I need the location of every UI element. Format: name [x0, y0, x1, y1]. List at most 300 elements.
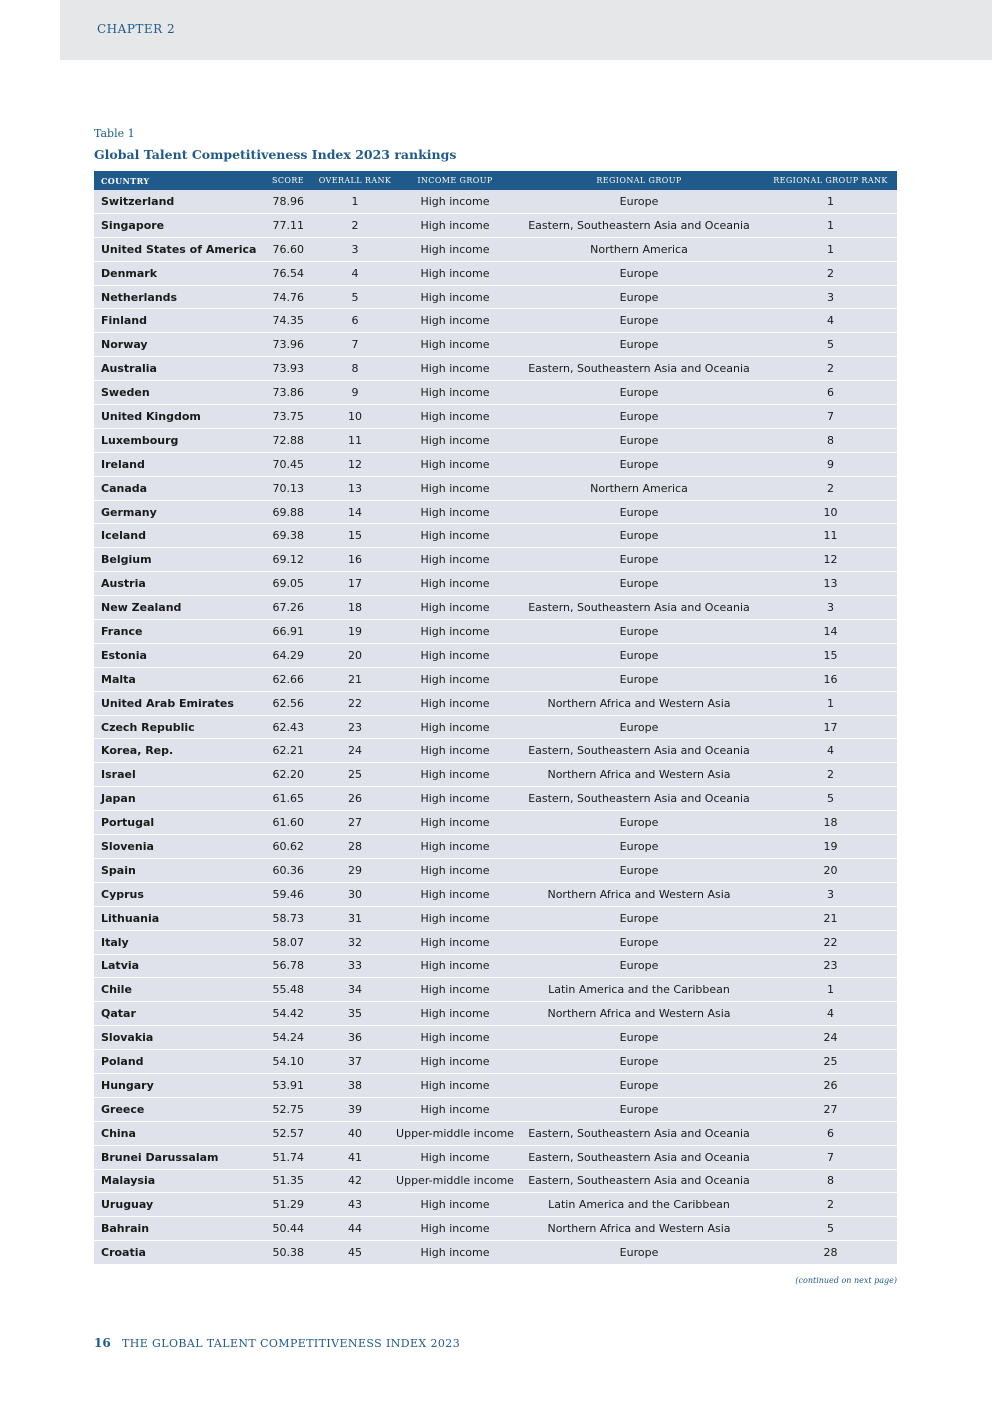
cell-regional-group-rank: 5	[764, 787, 897, 811]
cell-regional-group: Northern Africa and Western Asia	[514, 882, 764, 906]
cell-score: 67.26	[254, 596, 314, 620]
cell-regional-group: Northern Africa and Western Asia	[514, 1002, 764, 1026]
cell-income-group: High income	[396, 1241, 514, 1265]
cell-regional-group-rank: 20	[764, 858, 897, 882]
cell-overall-rank: 32	[314, 930, 396, 954]
cell-score: 69.38	[254, 524, 314, 548]
cell-income-group: High income	[396, 739, 514, 763]
cell-country: Malaysia	[94, 1169, 254, 1193]
cell-score: 76.54	[254, 261, 314, 285]
cell-regional-group-rank: 7	[764, 1145, 897, 1169]
cell-income-group: High income	[396, 1002, 514, 1026]
cell-income-group: High income	[396, 954, 514, 978]
table-row	[94, 381, 897, 405]
cell-income-group: High income	[396, 1193, 514, 1217]
cell-income-group: High income	[396, 524, 514, 548]
table-row	[94, 620, 897, 644]
cell-overall-rank: 19	[314, 620, 396, 644]
cell-country: Chile	[94, 978, 254, 1002]
cell-overall-rank: 45	[314, 1241, 396, 1265]
cell-overall-rank: 8	[314, 357, 396, 381]
cell-overall-rank: 28	[314, 835, 396, 859]
column-header-income-group: INCOME GROUP	[396, 171, 514, 190]
cell-country: Norway	[94, 333, 254, 357]
cell-overall-rank: 9	[314, 381, 396, 405]
cell-regional-group-rank: 14	[764, 620, 897, 644]
cell-score: 52.75	[254, 1097, 314, 1121]
cell-country: Denmark	[94, 261, 254, 285]
cell-regional-group-rank: 4	[764, 739, 897, 763]
cell-regional-group: Europe	[514, 572, 764, 596]
cell-overall-rank: 1	[314, 190, 396, 213]
cell-regional-group-rank: 2	[764, 357, 897, 381]
cell-regional-group: Europe	[514, 1026, 764, 1050]
table-row	[94, 190, 897, 213]
cell-country: United Kingdom	[94, 405, 254, 429]
cell-score: 55.48	[254, 978, 314, 1002]
cell-country: Finland	[94, 309, 254, 333]
cell-score: 56.78	[254, 954, 314, 978]
cell-country: Italy	[94, 930, 254, 954]
table-row	[94, 452, 897, 476]
cell-income-group: High income	[396, 620, 514, 644]
cell-score: 61.60	[254, 811, 314, 835]
cell-regional-group: Europe	[514, 309, 764, 333]
cell-regional-group-rank: 4	[764, 309, 897, 333]
cell-regional-group-rank: 10	[764, 500, 897, 524]
cell-overall-rank: 25	[314, 763, 396, 787]
cell-score: 69.12	[254, 548, 314, 572]
cell-overall-rank: 12	[314, 452, 396, 476]
cell-score: 62.43	[254, 715, 314, 739]
cell-score: 62.66	[254, 667, 314, 691]
table-header-row	[94, 171, 897, 190]
cell-country: Croatia	[94, 1241, 254, 1265]
cell-regional-group-rank: 18	[764, 811, 897, 835]
table-row	[94, 548, 897, 572]
cell-regional-group: Europe	[514, 1241, 764, 1265]
cell-income-group: High income	[396, 190, 514, 213]
cell-score: 74.35	[254, 309, 314, 333]
cell-regional-group: Europe	[514, 858, 764, 882]
cell-overall-rank: 44	[314, 1217, 396, 1241]
cell-overall-rank: 5	[314, 285, 396, 309]
cell-regional-group-rank: 2	[764, 1193, 897, 1217]
cell-score: 62.21	[254, 739, 314, 763]
cell-regional-group-rank: 23	[764, 954, 897, 978]
cell-income-group: High income	[396, 858, 514, 882]
cell-score: 50.38	[254, 1241, 314, 1265]
cell-country: Belgium	[94, 548, 254, 572]
cell-income-group: High income	[396, 405, 514, 429]
table-row	[94, 1241, 897, 1265]
table-row	[94, 787, 897, 811]
cell-regional-group: Europe	[514, 1073, 764, 1097]
cell-regional-group-rank: 8	[764, 428, 897, 452]
cell-regional-group-rank: 5	[764, 1217, 897, 1241]
table-row	[94, 476, 897, 500]
cell-country: Greece	[94, 1097, 254, 1121]
cell-score: 64.29	[254, 643, 314, 667]
cell-income-group: High income	[396, 1050, 514, 1074]
cell-income-group: High income	[396, 261, 514, 285]
cell-income-group: High income	[396, 787, 514, 811]
cell-regional-group-rank: 3	[764, 285, 897, 309]
cell-overall-rank: 26	[314, 787, 396, 811]
cell-income-group: High income	[396, 811, 514, 835]
column-header-regional-group-rank: REGIONAL GROUP RANK	[764, 171, 897, 190]
cell-score: 72.88	[254, 428, 314, 452]
table-title: Global Talent Competitiveness Index 2023 rankings	[94, 147, 457, 162]
cell-regional-group-rank: 1	[764, 978, 897, 1002]
cell-overall-rank: 20	[314, 643, 396, 667]
cell-regional-group-rank: 12	[764, 548, 897, 572]
cell-overall-rank: 30	[314, 882, 396, 906]
cell-country: United Arab Emirates	[94, 691, 254, 715]
cell-overall-rank: 39	[314, 1097, 396, 1121]
cell-score: 51.29	[254, 1193, 314, 1217]
cell-income-group: High income	[396, 1073, 514, 1097]
cell-overall-rank: 35	[314, 1002, 396, 1026]
table-row	[94, 1169, 897, 1193]
cell-regional-group: Europe	[514, 524, 764, 548]
table-row	[94, 1050, 897, 1074]
cell-income-group: High income	[396, 596, 514, 620]
cell-overall-rank: 13	[314, 476, 396, 500]
table-row	[94, 285, 897, 309]
cell-score: 73.75	[254, 405, 314, 429]
cell-country: Spain	[94, 858, 254, 882]
cell-regional-group-rank: 1	[764, 190, 897, 213]
cell-score: 74.76	[254, 285, 314, 309]
cell-regional-group-rank: 19	[764, 835, 897, 859]
cell-income-group: High income	[396, 882, 514, 906]
cell-overall-rank: 11	[314, 428, 396, 452]
table-row	[94, 1026, 897, 1050]
table-row	[94, 906, 897, 930]
table-row	[94, 237, 897, 261]
cell-score: 73.93	[254, 357, 314, 381]
cell-overall-rank: 15	[314, 524, 396, 548]
cell-regional-group: Europe	[514, 1097, 764, 1121]
cell-regional-group-rank: 7	[764, 405, 897, 429]
cell-regional-group: Europe	[514, 667, 764, 691]
cell-income-group: High income	[396, 906, 514, 930]
cell-overall-rank: 42	[314, 1169, 396, 1193]
cell-overall-rank: 43	[314, 1193, 396, 1217]
cell-income-group: High income	[396, 333, 514, 357]
cell-score: 51.74	[254, 1145, 314, 1169]
cell-overall-rank: 33	[314, 954, 396, 978]
cell-regional-group-rank: 17	[764, 715, 897, 739]
table-row	[94, 858, 897, 882]
cell-regional-group-rank: 1	[764, 691, 897, 715]
cell-regional-group: Latin America and the Caribbean	[514, 1193, 764, 1217]
cell-income-group: High income	[396, 1097, 514, 1121]
cell-regional-group-rank: 6	[764, 1121, 897, 1145]
page-number: 16	[94, 1336, 111, 1350]
table-row	[94, 500, 897, 524]
cell-overall-rank: 31	[314, 906, 396, 930]
cell-country: Austria	[94, 572, 254, 596]
cell-regional-group: Europe	[514, 381, 764, 405]
cell-regional-group: Eastern, Southeastern Asia and Oceania	[514, 213, 764, 237]
cell-regional-group: Eastern, Southeastern Asia and Oceania	[514, 1145, 764, 1169]
cell-regional-group: Eastern, Southeastern Asia and Oceania	[514, 357, 764, 381]
table-row	[94, 1002, 897, 1026]
cell-country: Australia	[94, 357, 254, 381]
cell-regional-group: Eastern, Southeastern Asia and Oceania	[514, 1121, 764, 1145]
table-row	[94, 428, 897, 452]
table-row	[94, 357, 897, 381]
cell-country: Portugal	[94, 811, 254, 835]
table-row	[94, 333, 897, 357]
cell-overall-rank: 40	[314, 1121, 396, 1145]
cell-income-group: High income	[396, 213, 514, 237]
cell-overall-rank: 2	[314, 213, 396, 237]
table-row	[94, 763, 897, 787]
cell-income-group: High income	[396, 763, 514, 787]
cell-regional-group-rank: 26	[764, 1073, 897, 1097]
cell-country: Singapore	[94, 213, 254, 237]
cell-income-group: High income	[396, 1217, 514, 1241]
cell-country: Brunei Darussalam	[94, 1145, 254, 1169]
cell-income-group: High income	[396, 452, 514, 476]
table-row	[94, 1121, 897, 1145]
cell-regional-group-rank: 24	[764, 1026, 897, 1050]
cell-regional-group: Eastern, Southeastern Asia and Oceania	[514, 1169, 764, 1193]
cell-overall-rank: 16	[314, 548, 396, 572]
cell-score: 61.65	[254, 787, 314, 811]
cell-score: 54.24	[254, 1026, 314, 1050]
footer-title: THE GLOBAL TALENT COMPETITIVENESS INDEX 2023	[122, 1337, 461, 1350]
table-row	[94, 1193, 897, 1217]
cell-country: Hungary	[94, 1073, 254, 1097]
cell-country: Uruguay	[94, 1193, 254, 1217]
cell-regional-group: Northern America	[514, 476, 764, 500]
cell-overall-rank: 23	[314, 715, 396, 739]
cell-income-group: High income	[396, 381, 514, 405]
table-row	[94, 213, 897, 237]
cell-regional-group-rank: 21	[764, 906, 897, 930]
table-row	[94, 1073, 897, 1097]
cell-country: Slovenia	[94, 835, 254, 859]
cell-country: Ireland	[94, 452, 254, 476]
cell-overall-rank: 41	[314, 1145, 396, 1169]
cell-score: 60.36	[254, 858, 314, 882]
cell-country: Iceland	[94, 524, 254, 548]
cell-regional-group: Latin America and the Caribbean	[514, 978, 764, 1002]
cell-score: 70.13	[254, 476, 314, 500]
cell-country: Latvia	[94, 954, 254, 978]
cell-regional-group-rank: 1	[764, 237, 897, 261]
cell-score: 66.91	[254, 620, 314, 644]
cell-income-group: Upper-middle income	[396, 1169, 514, 1193]
cell-income-group: High income	[396, 1026, 514, 1050]
cell-regional-group-rank: 22	[764, 930, 897, 954]
table-row	[94, 1145, 897, 1169]
cell-income-group: High income	[396, 500, 514, 524]
cell-score: 52.57	[254, 1121, 314, 1145]
table-row	[94, 930, 897, 954]
cell-country: Germany	[94, 500, 254, 524]
cell-regional-group: Europe	[514, 643, 764, 667]
cell-overall-rank: 3	[314, 237, 396, 261]
cell-overall-rank: 37	[314, 1050, 396, 1074]
cell-regional-group: Europe	[514, 500, 764, 524]
table-row	[94, 835, 897, 859]
table-row	[94, 596, 897, 620]
cell-regional-group-rank: 11	[764, 524, 897, 548]
cell-score: 76.60	[254, 237, 314, 261]
column-header-country: COUNTRY	[94, 171, 254, 190]
cell-regional-group: Europe	[514, 190, 764, 213]
cell-score: 53.91	[254, 1073, 314, 1097]
table-row	[94, 715, 897, 739]
cell-country: Israel	[94, 763, 254, 787]
cell-score: 59.46	[254, 882, 314, 906]
cell-regional-group-rank: 16	[764, 667, 897, 691]
cell-overall-rank: 34	[314, 978, 396, 1002]
cell-country: United States of America	[94, 237, 254, 261]
cell-regional-group: Europe	[514, 285, 764, 309]
table-row	[94, 691, 897, 715]
cell-score: 54.10	[254, 1050, 314, 1074]
cell-country: Sweden	[94, 381, 254, 405]
cell-country: Cyprus	[94, 882, 254, 906]
cell-score: 78.96	[254, 190, 314, 213]
cell-income-group: High income	[396, 667, 514, 691]
cell-country: Canada	[94, 476, 254, 500]
cell-country: Malta	[94, 667, 254, 691]
cell-income-group: High income	[396, 476, 514, 500]
table-row	[94, 309, 897, 333]
cell-regional-group-rank: 2	[764, 763, 897, 787]
cell-regional-group-rank: 3	[764, 882, 897, 906]
cell-regional-group-rank: 27	[764, 1097, 897, 1121]
table-label: Table 1	[94, 127, 135, 140]
cell-country: Lithuania	[94, 906, 254, 930]
cell-regional-group-rank: 6	[764, 381, 897, 405]
table-row	[94, 739, 897, 763]
cell-regional-group-rank: 2	[764, 261, 897, 285]
cell-regional-group-rank: 4	[764, 1002, 897, 1026]
table-row	[94, 643, 897, 667]
cell-score: 73.86	[254, 381, 314, 405]
cell-overall-rank: 21	[314, 667, 396, 691]
cell-income-group: High income	[396, 572, 514, 596]
cell-score: 69.88	[254, 500, 314, 524]
cell-country: Korea, Rep.	[94, 739, 254, 763]
cell-regional-group: Europe	[514, 811, 764, 835]
table-body	[94, 190, 897, 1265]
cell-regional-group: Europe	[514, 954, 764, 978]
cell-score: 62.56	[254, 691, 314, 715]
cell-regional-group: Europe	[514, 835, 764, 859]
cell-regional-group: Northern Africa and Western Asia	[514, 763, 764, 787]
table-row	[94, 882, 897, 906]
cell-score: 51.35	[254, 1169, 314, 1193]
cell-country: Netherlands	[94, 285, 254, 309]
cell-country: Czech Republic	[94, 715, 254, 739]
table-row	[94, 811, 897, 835]
cell-score: 58.07	[254, 930, 314, 954]
cell-regional-group-rank: 9	[764, 452, 897, 476]
cell-regional-group: Eastern, Southeastern Asia and Oceania	[514, 787, 764, 811]
cell-income-group: High income	[396, 309, 514, 333]
table-row	[94, 954, 897, 978]
cell-overall-rank: 24	[314, 739, 396, 763]
cell-regional-group-rank: 25	[764, 1050, 897, 1074]
cell-overall-rank: 6	[314, 309, 396, 333]
cell-income-group: High income	[396, 285, 514, 309]
cell-country: Estonia	[94, 643, 254, 667]
column-header-regional-group: REGIONAL GROUP	[514, 171, 764, 190]
cell-regional-group: Europe	[514, 906, 764, 930]
cell-regional-group: Northern Africa and Western Asia	[514, 1217, 764, 1241]
table-row	[94, 1097, 897, 1121]
cell-income-group: High income	[396, 428, 514, 452]
cell-overall-rank: 27	[314, 811, 396, 835]
cell-score: 50.44	[254, 1217, 314, 1241]
cell-regional-group: Europe	[514, 452, 764, 476]
cell-country: Poland	[94, 1050, 254, 1074]
table-row	[94, 1217, 897, 1241]
cell-income-group: Upper-middle income	[396, 1121, 514, 1145]
cell-regional-group: Eastern, Southeastern Asia and Oceania	[514, 739, 764, 763]
cell-country: China	[94, 1121, 254, 1145]
cell-score: 54.42	[254, 1002, 314, 1026]
cell-score: 77.11	[254, 213, 314, 237]
cell-regional-group: Europe	[514, 1050, 764, 1074]
cell-income-group: High income	[396, 930, 514, 954]
cell-income-group: High income	[396, 643, 514, 667]
cell-regional-group: Europe	[514, 261, 764, 285]
chapter-label: CHAPTER 2	[97, 22, 176, 36]
cell-income-group: High income	[396, 691, 514, 715]
cell-regional-group: Northern America	[514, 237, 764, 261]
cell-income-group: High income	[396, 1145, 514, 1169]
table-row	[94, 524, 897, 548]
cell-income-group: High income	[396, 835, 514, 859]
cell-regional-group-rank: 5	[764, 333, 897, 357]
cell-regional-group-rank: 1	[764, 213, 897, 237]
cell-income-group: High income	[396, 357, 514, 381]
cell-regional-group-rank: 8	[764, 1169, 897, 1193]
cell-overall-rank: 14	[314, 500, 396, 524]
cell-overall-rank: 36	[314, 1026, 396, 1050]
cell-country: Japan	[94, 787, 254, 811]
cell-regional-group-rank: 15	[764, 643, 897, 667]
cell-country: Luxembourg	[94, 428, 254, 452]
cell-regional-group: Europe	[514, 405, 764, 429]
cell-regional-group-rank: 13	[764, 572, 897, 596]
cell-income-group: High income	[396, 715, 514, 739]
cell-score: 58.73	[254, 906, 314, 930]
column-header-score: SCORE	[254, 171, 314, 190]
cell-country: New Zealand	[94, 596, 254, 620]
cell-score: 60.62	[254, 835, 314, 859]
table-row	[94, 667, 897, 691]
cell-income-group: High income	[396, 978, 514, 1002]
cell-regional-group: Europe	[514, 930, 764, 954]
table-row	[94, 572, 897, 596]
cell-country: Bahrain	[94, 1217, 254, 1241]
column-header-overall-rank: OVERALL RANK	[314, 171, 396, 190]
table-row	[94, 978, 897, 1002]
cell-regional-group: Europe	[514, 620, 764, 644]
cell-regional-group: Europe	[514, 715, 764, 739]
